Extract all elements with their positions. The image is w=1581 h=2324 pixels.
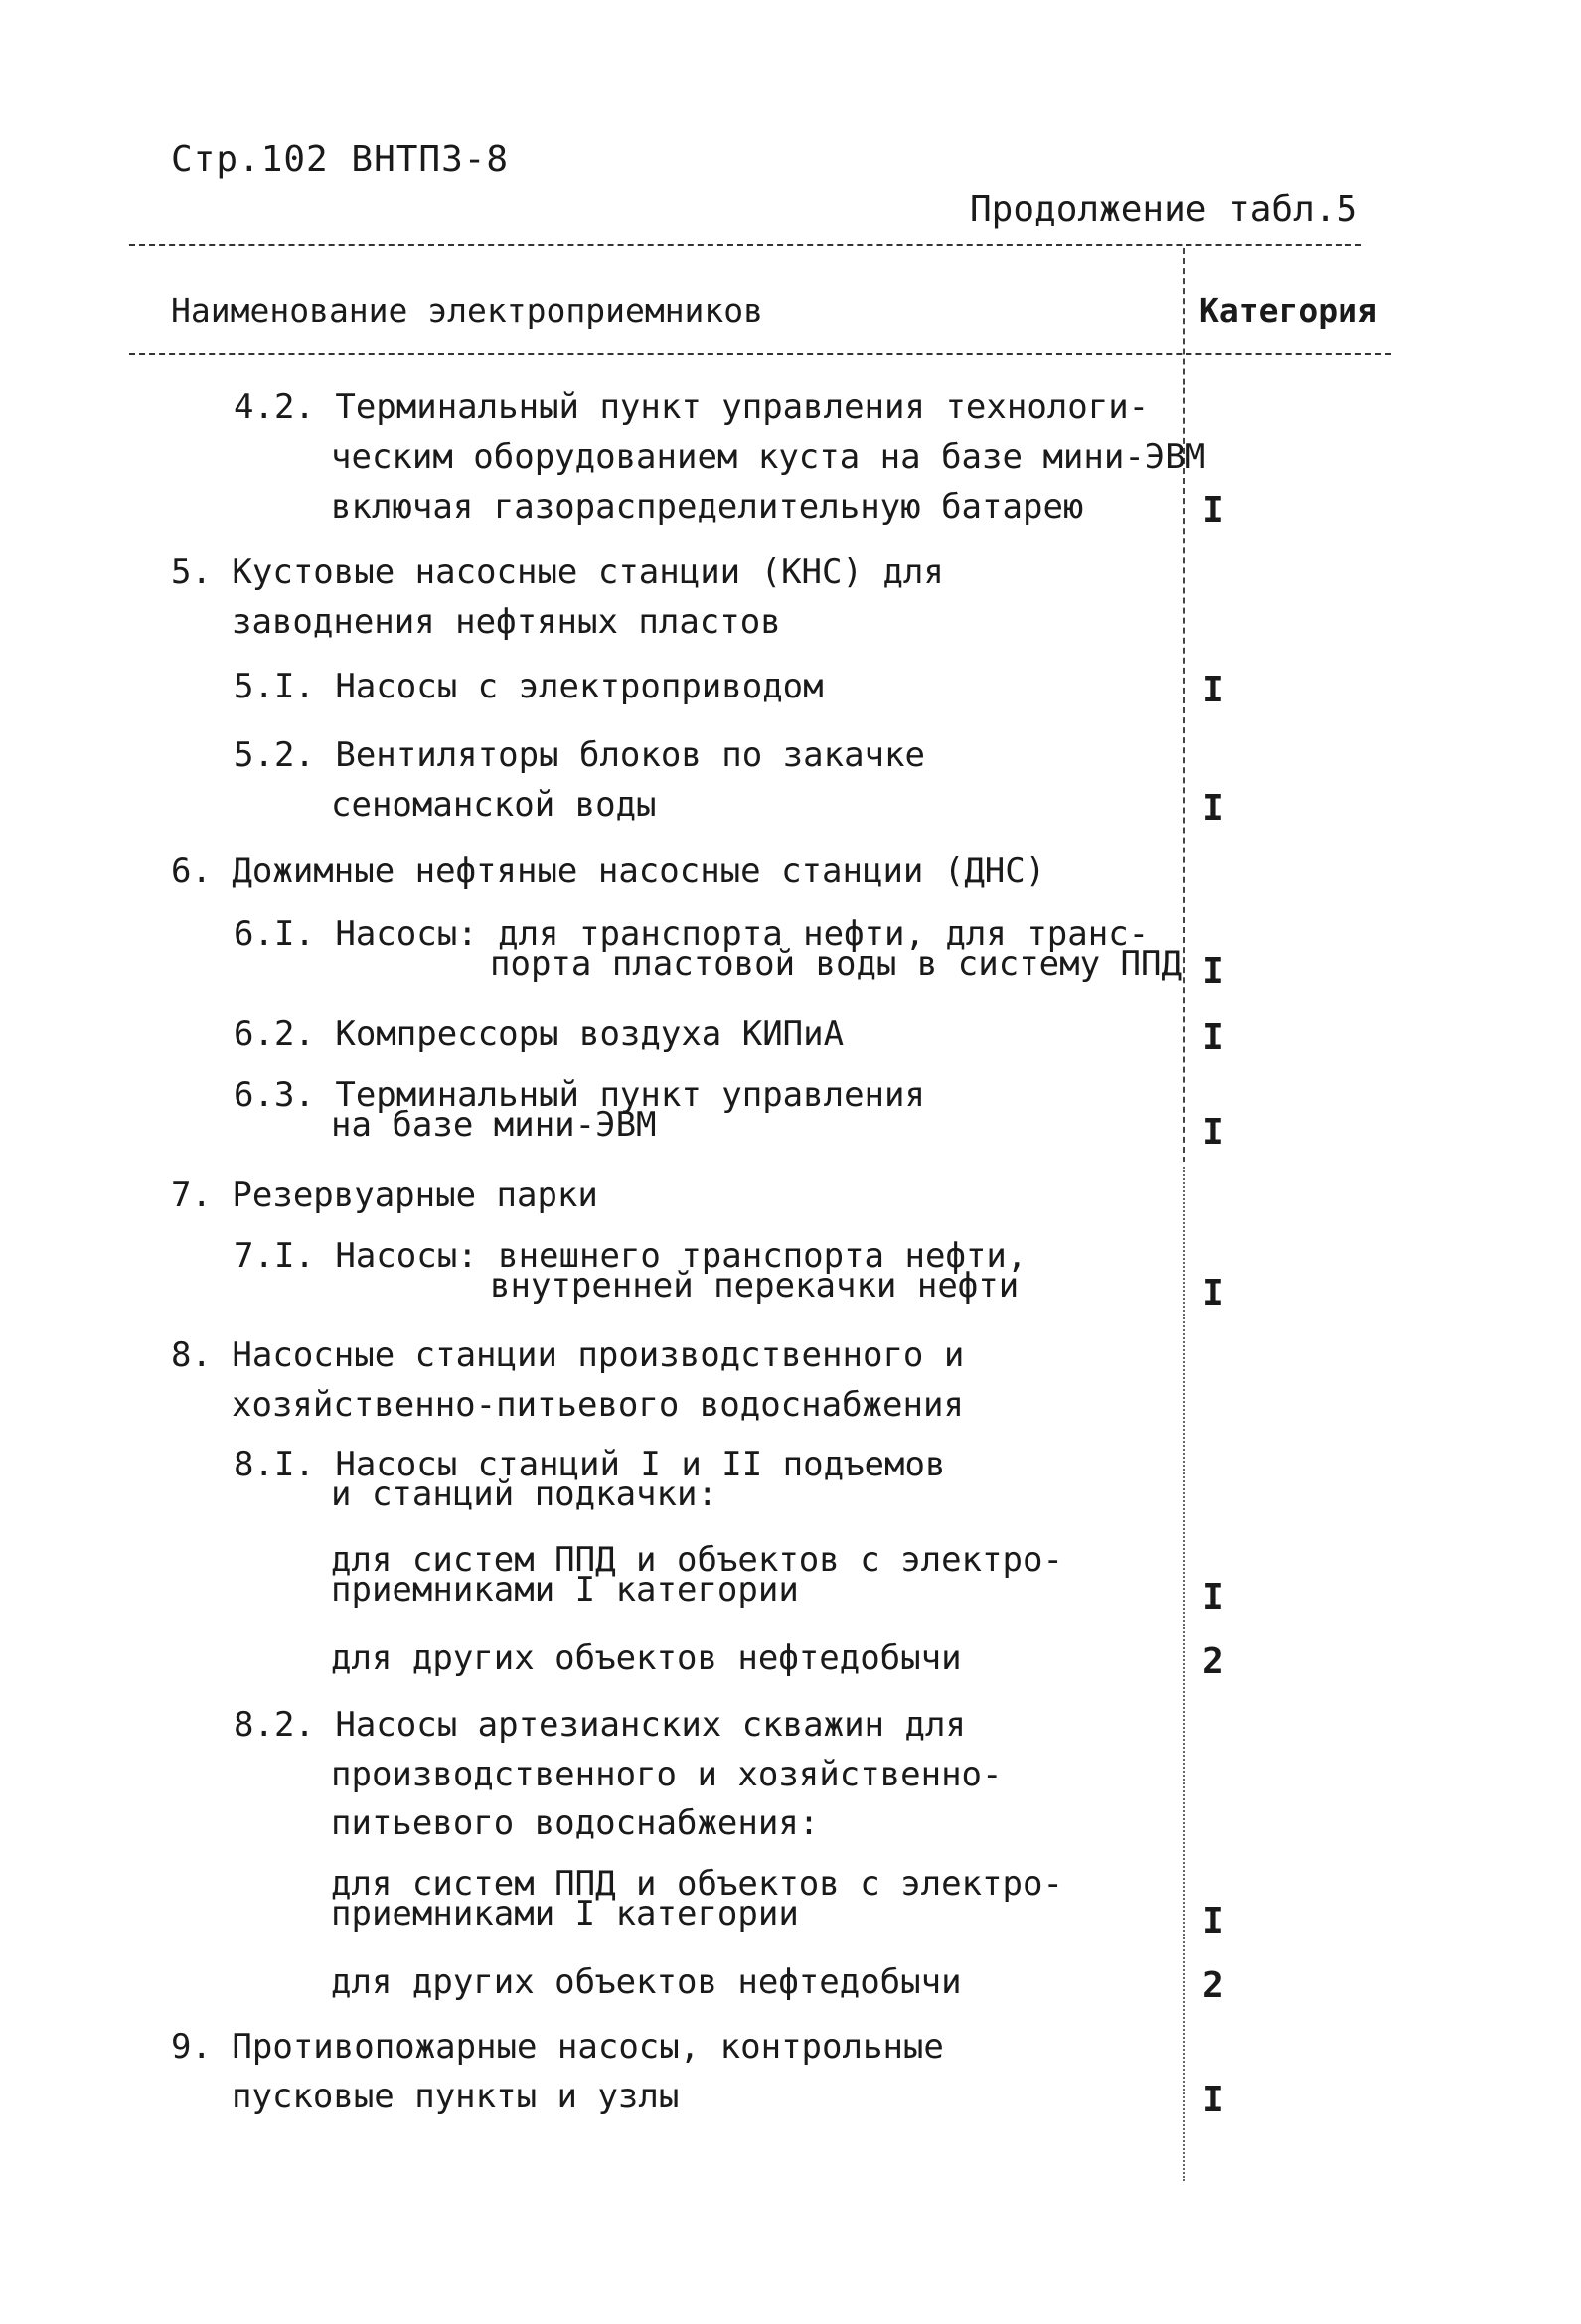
item-8-2-sub-2: для других объектов нефтедобычи bbox=[331, 1962, 962, 2002]
item-8-1-sub-2: для других объектов нефтедобычи bbox=[331, 1638, 962, 1678]
item-9-line-2: пусковые пункты и узлы bbox=[232, 2077, 680, 2116]
item-7-1-line-1: 7.I. Насосы: внешнего транспорта нефти, bbox=[234, 1236, 1028, 1276]
table-top-rule bbox=[129, 244, 1361, 246]
item-8-2-sub-1-line-1: для систем ППД и объектов с электро- bbox=[331, 1864, 1063, 1904]
category-8-1-sub-1: I bbox=[1202, 1577, 1224, 1618]
item-8-line-2: хозяйственно-питьевого водоснабжения bbox=[232, 1385, 964, 1425]
item-5-line-1: 5. Кустовые насосные станции (КНС) для bbox=[171, 552, 944, 592]
item-6-3-line-2: на базе мини-ЭВМ bbox=[331, 1105, 657, 1145]
item-8-2-line-2: производственного и хозяйственно- bbox=[331, 1755, 1003, 1794]
item-7: 7. Резервуарные парки bbox=[171, 1175, 598, 1215]
item-6-3-line-1: 6.3. Терминальный пункт управления bbox=[234, 1075, 925, 1115]
item-6-2: 6.2. Компрессоры воздуха КИПиА bbox=[234, 1014, 845, 1054]
category-5-2: I bbox=[1202, 788, 1224, 829]
item-4-2-line-1: 4.2. Терминальный пункт управления технологи- bbox=[234, 387, 1150, 427]
category-6-3: I bbox=[1202, 1112, 1224, 1153]
item-8-1-line-2: и станций подкачки: bbox=[331, 1474, 717, 1514]
item-8-line-1: 8. Насосные станции производственного и bbox=[171, 1335, 965, 1375]
item-8-1-line-1: 8.I. Насосы станций I и II подъемов bbox=[234, 1445, 946, 1484]
item-4-2-line-2: ческим оборудованием куста на базе мини-ЭВМ bbox=[331, 437, 1206, 477]
column-divider-dotted bbox=[1183, 1167, 1185, 2181]
category-7-1: I bbox=[1202, 1273, 1224, 1314]
category-5-1: I bbox=[1202, 670, 1224, 710]
category-9: I bbox=[1202, 2080, 1224, 2120]
item-8-1-sub-1-line-1: для систем ППД и объектов с электро- bbox=[331, 1540, 1063, 1580]
item-6: 6. Дожимные нефтяные насосные станции (ДНС) bbox=[171, 852, 1046, 891]
item-8-2-line-1: 8.2. Насосы артезианских скважин для bbox=[234, 1705, 966, 1745]
column-header-name: Наименование электроприемников bbox=[171, 291, 764, 330]
column-header-category: Категория bbox=[1199, 291, 1377, 330]
page-reference: Стр.102 ВНТП3-8 bbox=[171, 139, 510, 180]
item-7-1-line-2: внутренней перекачки нефти bbox=[490, 1266, 1020, 1306]
item-8-2-sub-1-line-2: приемниками I категории bbox=[331, 1894, 799, 1934]
category-8-1-sub-2: 2 bbox=[1202, 1641, 1224, 1682]
category-8-2-sub-1: I bbox=[1202, 1901, 1224, 1941]
item-8-2-line-3: питьевого водоснабжения: bbox=[331, 1803, 820, 1843]
item-4-2-line-3: включая газораспределительную батарею bbox=[331, 487, 1084, 527]
item-5-line-2: заводнения нефтяных пластов bbox=[232, 602, 781, 642]
category-8-2-sub-2: 2 bbox=[1202, 1965, 1224, 2006]
item-6-1-line-1: 6.I. Насосы: для транспорта нефти, для транс- bbox=[234, 914, 1150, 954]
category-6-1: I bbox=[1202, 951, 1224, 992]
table-continuation-label: Продолжение табл.5 bbox=[970, 189, 1358, 230]
item-5-1: 5.I. Насосы с электроприводом bbox=[234, 667, 824, 706]
header-bottom-rule bbox=[129, 353, 1391, 355]
item-5-2-line-2: сеноманской воды bbox=[331, 785, 657, 825]
item-5-2-line-1: 5.2. Вентиляторы блоков по закачке bbox=[234, 735, 925, 775]
item-9-line-1: 9. Противопожарные насосы, контрольные bbox=[171, 2027, 944, 2067]
item-6-1-line-2: порта пластовой воды в систему ППД bbox=[490, 944, 1182, 984]
category-4-2: I bbox=[1202, 490, 1224, 531]
column-divider bbox=[1183, 248, 1185, 1162]
item-8-1-sub-1-line-2: приемниками I категории bbox=[331, 1570, 799, 1610]
category-6-2: I bbox=[1202, 1017, 1224, 1058]
